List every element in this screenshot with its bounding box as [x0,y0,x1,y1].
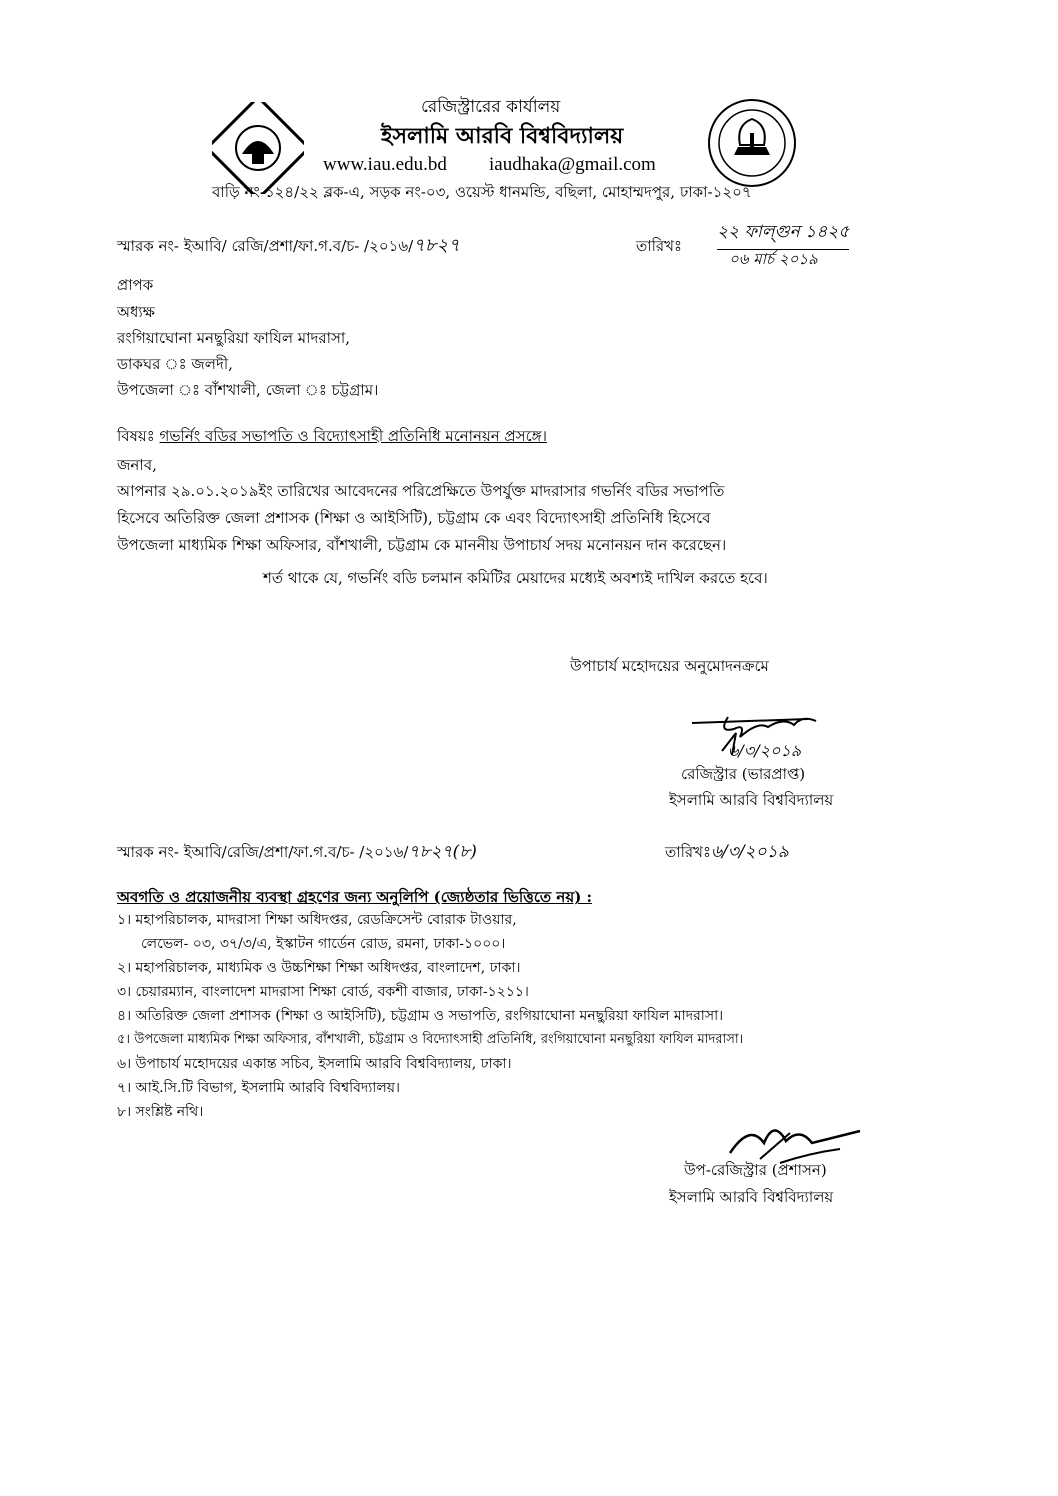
approval-note: উপাচার্য মহোদয়ের অনুমোদনক্রমে [570,657,769,675]
memo2-date [665,842,789,862]
memo-date-bangla: ২২ ফাল্গুন ১৪২৫ [717,219,849,250]
recipient-line-1: অধ্যক্ষ [117,303,155,321]
memo2-date-label: তারিখঃ [665,843,711,861]
deputy-registrar-org: ইসলামি আরবি বিশ্ববিদ্যালয় [669,1188,834,1206]
list-item: ১। মহাপরিচালক, মাদরাসা শিক্ষা অধিদপ্তর, রেডক্রিসেন্ট বোরাক টাওয়ার, [117,912,517,928]
memo-reference-label: স্মারক নং- ইআবি/ রেজি/প্রশা/ফা.গ.ব/চ- /২০১৬/ [117,237,414,255]
website-link[interactable]: www.iau.edu.bd [323,154,447,175]
memo-reference [117,236,460,256]
university-name: ইসলামি আরবি বিশ্ববিদ্যালয় [381,123,624,149]
copies-heading: অবগতি ও প্রয়োজনীয় ব্যবস্থা গ্রহণের জন্য অনুলিপি (জ্যেষ্ঠতার ভিত্তিতে নয়) : [117,888,593,906]
recipient-label: প্রাপক [117,276,154,294]
university-seal-right [706,97,798,189]
registrar-title: রেজিস্ট্রার (ভারপ্রাপ্ত) [681,765,806,783]
email-link[interactable]: iaudhaka@gmail.com [489,154,656,175]
registrar-signature-date: ৬/৩/২০১৯ [728,741,802,760]
office-address: বাড়ি নং-১২৪/২২ ব্লক-এ, সড়ক নং-০৩, ওয়েস্ট ধানমন্ডি, বছিলা, মোহাম্মদপুর, ঢাকা-১২০৭ [212,183,752,201]
list-item: লেভেল- ০৩, ৩৭/৩/এ, ইস্কাটন গার্ডেন রোড, রমনা, ঢাকা-১০০০। [141,936,506,952]
university-logo-left [212,102,304,194]
memo2-reference [117,842,477,862]
salutation: জনাব, [117,456,157,474]
subject-label: বিষয়ঃ [117,427,155,445]
memo-date-label: তারিখঃ [636,237,682,255]
body-paragraph-line-1: আপনার ২৯.০১.২০১৯ইং তারিখের আবেদনের পরিপ্রেক্ষিতে উপর্যুক্ত মাদরাসার গভর্নিং বডির সভাপতি [117,482,725,500]
list-item: ৮। সংশ্লিষ্ট নথি। [117,1104,204,1120]
body-condition: শর্ত থাকে যে, গভর্নিং বডি চলমান কমিটির মেয়াদের মধ্যেই অবশ্যই দাখিল করতে হবে। [263,569,768,587]
memo-date-english: ০৬ মার্চ ২০১৯ [729,250,818,268]
list-item: ৪। অতিরিক্ত জেলা প্রশাসক (শিক্ষা ও আইসিটি), চট্টগ্রাম ও সভাপতি, রংগিয়াঘোনা মনছুরিয়া ফাযিল মাদরাসা। [117,1008,724,1024]
memo2-date-handwritten: ৬/৩/২০১৯ [711,842,789,862]
body-paragraph-line-3: উপজেলা মাধ্যমিক শিক্ষা অফিসার, বাঁশখালী, চট্টগ্রাম কে মাননীয় উপাচার্য সদয় মনোনয়ন দান করেছেন। [117,536,727,554]
registrar-org: ইসলামি আরবি বিশ্ববিদ্যালয় [669,791,834,809]
memo-reference-handwritten: ৭৮২৭ [413,235,460,256]
list-item: ৩। চেয়ারম্যান, বাংলাদেশ মাদরাসা শিক্ষা বোর্ড, বকশী বাজার, ঢাকা-১২১১। [117,984,529,1000]
recipient-line-3: ডাকঘর ঃ জলদী, [117,355,233,373]
memo2-reference-handwritten: ৭৮২৭(৮) [408,842,477,862]
copies-list [117,910,743,1126]
recipient-line-2: রংগিয়াঘোনা মনছুরিয়া ফাযিল মাদরাসা, [117,329,350,347]
office-name: রেজিস্ট্রারের কার্যালয় [421,97,561,117]
memo2-reference-label: স্মারক নং- ইআবি/রেজি/প্রশা/ফা.গ.ব/চ- /২০১৬/ [117,843,409,861]
list-item: ২। মহাপরিচালক, মাধ্যমিক ও উচ্চশিক্ষা শিক্ষা অধিদপ্তর, বাংলাদেশ, ঢাকা। [117,960,521,976]
list-item: ৫। উপজেলা মাধ্যমিক শিক্ষা অফিসার, বাঁশখালী, চট্টগ্রাম ও বিদ্যোৎসাহী প্রতিনিধি, রংগিয়াঘোনা মনছুরিয়া ফাযিল মাদরাসা। [117,1032,744,1047]
deputy-registrar-title: উপ-রেজিস্ট্রার (প্রশাসন) [684,1161,827,1179]
recipient-line-4: উপজেলা ঃ বাঁশখালী, জেলা ঃ চট্টগ্রাম। [117,381,379,399]
body-paragraph-line-2: হিসেবে অতিরিক্ত জেলা প্রশাসক (শিক্ষা ও আইসিটি), চট্টগ্রাম কে এবং বিদ্যোৎসাহী প্রতিনিধি হিসেবে [117,509,711,527]
list-item: ৭। আই.সি.টি বিভাগ, ইসলামি আরবি বিশ্ববিদ্যালয়। [117,1080,401,1096]
list-item: ৬। উপাচার্য মহোদয়ের একান্ত সচিব, ইসলামি আরবি বিশ্ববিদ্যালয়, ঢাকা। [117,1056,512,1072]
subject-line [117,426,547,446]
subject-text: গভর্নিং বডির সভাপতি ও বিদ্যোৎসাহী প্রতিনিধি মনোনয়ন প্রসঙ্গে। [159,427,547,445]
